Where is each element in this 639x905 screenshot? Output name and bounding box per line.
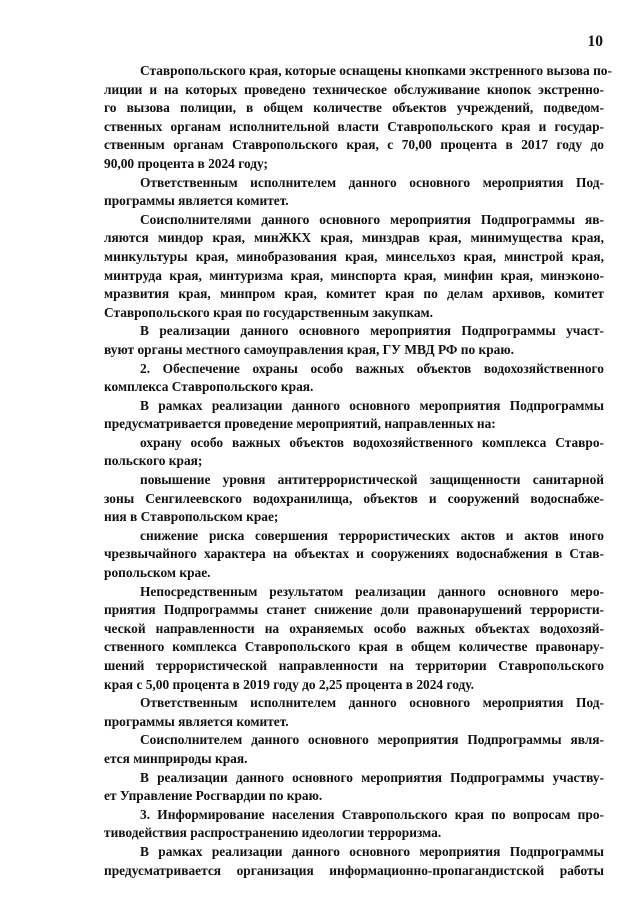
text-line: го вызова полиции, в общем количестве объектов учреждений, подведом- [104,100,604,116]
text-line: В реализации данного основного мероприятия Подпрограммы участ- [140,323,604,339]
paragraph [104,434,604,471]
text-line: ственных органам исполнительной власти Ставропольского края и государ- [104,118,604,134]
text-line: ственного комплекса Ставропольского края в общем количестве правонару- [104,639,604,655]
text-line: лиции и на которых проведено техническое обслуживание кнопок экстренно- [104,81,604,97]
text-line: зоны Сенгилеевского водохранилища, объектов и сооружений водоснабже- [104,490,604,506]
text-line: ственным органам Ставропольского края, с 70,00 процента в 2017 году до [104,137,604,153]
text-line: минтруда края, минтуризма края, минспорта края, минфин края, минэконо- [104,267,604,283]
paragraph [104,360,604,397]
paragraph [104,527,604,583]
page-number: 10 [587,33,603,50]
text-line: 2. Обеспечение охраны особо важных объектов водохозяйственного [140,360,604,376]
text-line: повышение уровня антитеррористической защищенности санитарной [140,472,604,488]
text-line: предусматривается организация информационно-пропагандистской работы [104,862,604,878]
text-line: ния в Ставропольском крае; [104,509,279,525]
text-line: ропольском крае. [104,565,211,581]
paragraph [104,731,604,768]
paragraph [104,769,604,806]
text-line: В рамках реализации данного основного мероприятия Подпрограммы [140,843,604,859]
paragraph [104,211,604,323]
text-line: программы является комитет. [104,193,289,209]
text-line: программы является комитет. [104,713,289,729]
text-line: предусматривается проведение мероприятий, направленных на: [104,416,496,432]
paragraph [104,397,604,434]
text-line: ляются миндор края, минЖКХ края, минздрав края, минимущества края, [104,230,604,246]
text-line: шений террористической направленности на территории Ставропольского [104,658,604,673]
paragraph [104,174,604,211]
text-line: Ответственным исполнителем данного основного мероприятия Под- [140,174,604,190]
paragraph [104,471,604,527]
text-line: Непосредственным результатом реализации данного основного меро- [140,583,604,599]
text-line: Ставропольского края, которые оснащены кнопками экстренного вызова по- [140,63,612,78]
paragraph [104,322,604,359]
text-line: Ответственным исполнителем данного основного мероприятия Под- [140,695,604,711]
text-line: 90,00 процента в 2024 году; [104,155,269,171]
text-line: приятия Подпрограммы станет снижение доли правонарушений террористи- [104,602,604,618]
text-line: комплекса Ставропольского края. [104,379,314,395]
text-line: охрану особо важных объектов водохозяйственного комплекса Ставро- [140,434,604,450]
paragraph [104,583,604,695]
text-line: края с 5,00 процента в 2019 году до 2,25 процента в 2024 году. [104,676,474,692]
paragraph [104,694,604,731]
paragraph [104,62,612,174]
text-line: В реализации данного основного мероприятия Подпрограммы участву- [140,769,604,785]
text-line: Соисполнителем данного основного мероприятия Подпрограммы явля- [140,732,604,748]
document-body [104,62,612,880]
text-line: 3. Информирование населения Ставропольского края по вопросам про- [140,806,604,822]
text-line: ческой направленности на охраняемых особо важных объектах водохозяй- [104,620,604,636]
text-line: В рамках реализации данного основного мероприятия Подпрограммы [140,397,604,413]
text-line: мразвития края, минпром края, комитет края по делам архивов, комитет [104,286,604,302]
text-line: Ставропольского края по государственным закупкам. [104,304,434,320]
text-line: тиводействия распространению идеологии терроризма. [104,825,442,841]
text-line: Соисполнителями данного основного мероприятия Подпрограммы яв- [140,211,604,227]
text-line: чрезвычайного характера на объектах и сооружениях водоснабжения в Став- [104,546,604,562]
text-line: ется минприроды края. [104,750,248,766]
paragraph [104,806,604,843]
text-line: ет Управление Росгвардии по краю. [104,788,323,804]
text-line: минкультуры края, минобразования края, минсельхоз края, минстрой края, [104,248,604,264]
text-line: снижение риска совершения террористических актов и актов иного [140,527,604,543]
text-line: польского края; [104,453,203,469]
text-line: вуют органы местного самоуправления края, ГУ МВД РФ по краю. [104,341,514,357]
paragraph [104,843,604,880]
